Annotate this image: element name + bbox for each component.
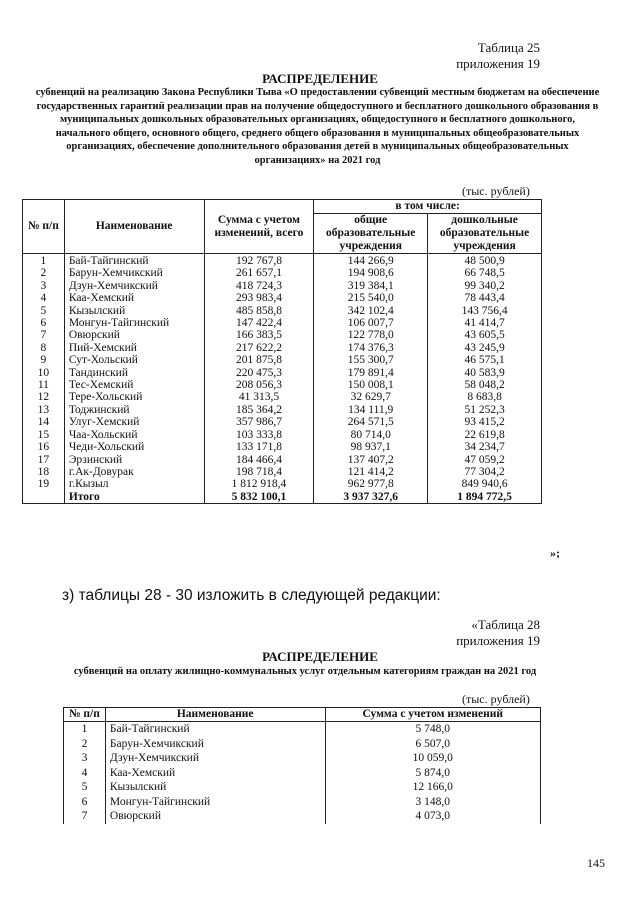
table28-subtitle: субвенций на оплату жилищно-коммунальных услуг отдельным категориям граждан на 2021 год (73, 666, 537, 677)
total-name: Итого (64, 491, 204, 504)
table-row (23, 404, 542, 416)
table-row (23, 329, 542, 341)
total-total: 5 832 100,1 (204, 491, 314, 504)
row-num: 3 (23, 280, 65, 292)
row-preschool: 47 059,2 (428, 454, 542, 466)
table-row (64, 766, 541, 781)
row-total: 1 812 918,4 (204, 478, 314, 490)
table-row (64, 722, 541, 737)
row-name: Барун-Хемчикский (64, 267, 204, 279)
row-total: 357 986,7 (204, 416, 314, 428)
row-sum: 5 748,0 (325, 722, 541, 737)
table-row (23, 280, 542, 292)
row-preschool: 849 940,6 (428, 478, 542, 490)
row-name: Монгун-Тайгинский (64, 317, 204, 329)
row-num: 1 (23, 254, 65, 268)
table-row (23, 354, 542, 366)
row-preschool: 40 583,9 (428, 367, 542, 379)
row-name: Тес-Хемский (64, 379, 204, 391)
row-name: Дзун-Хемчикский (64, 280, 204, 292)
row-total: 217 622,2 (204, 342, 314, 354)
table25-label: Таблица 25 (477, 40, 540, 55)
row-name: Бай-Тайгинский (105, 722, 325, 737)
total-row (23, 491, 542, 504)
row-sum: 5 874,0 (325, 766, 541, 781)
row-general: 319 384,1 (314, 280, 428, 292)
row-name: Эрзинский (64, 454, 204, 466)
row-name: Монгун-Тайгинский (105, 795, 325, 810)
row-num: 15 (23, 429, 65, 441)
row-num: 9 (23, 354, 65, 366)
header-total: Сумма с учетом изменений, всего (204, 200, 314, 254)
row-name: Пий-Хемский (64, 342, 204, 354)
row-general: 121 414,2 (314, 466, 428, 478)
header-num: № п/п (23, 200, 65, 254)
table28 (63, 707, 541, 824)
row-num: 6 (23, 317, 65, 329)
row-general: 179 891,4 (314, 367, 428, 379)
table-row (23, 342, 542, 354)
table-row (23, 305, 542, 317)
header-including: в том числе: (314, 200, 542, 214)
row-general: 32 629,7 (314, 391, 428, 403)
table28-title: РАСПРЕДЕЛЕНИЕ (262, 649, 378, 664)
row-general: 215 540,0 (314, 292, 428, 304)
row-total: 418 724,3 (204, 280, 314, 292)
row-num: 7 (64, 809, 106, 824)
row-total: 166 383,5 (204, 329, 314, 341)
row-total: 261 657,1 (204, 267, 314, 279)
row-total: 208 056,3 (204, 379, 314, 391)
row-num: 18 (23, 466, 65, 478)
row-name: Улуг-Хемский (64, 416, 204, 428)
row-num: 10 (23, 367, 65, 379)
row-num: 8 (23, 342, 65, 354)
row-sum: 4 073,0 (325, 809, 541, 824)
row-general: 80 714,0 (314, 429, 428, 441)
row-num: 2 (23, 267, 65, 279)
row-total: 198 718,4 (204, 466, 314, 478)
table-row (23, 478, 542, 490)
table25-appendix: приложения 19 (456, 56, 540, 71)
row-total: 41 313,5 (204, 391, 314, 403)
row-sum: 3 148,0 (325, 795, 541, 810)
row-name: Овюрский (64, 329, 204, 341)
t28-header-num: № п/п (64, 708, 106, 722)
row-preschool: 43 245,9 (428, 342, 542, 354)
row-num: 2 (64, 737, 106, 752)
row-total: 293 983,4 (204, 292, 314, 304)
total-num-blank (23, 491, 65, 504)
row-num: 3 (64, 751, 106, 766)
row-name: Кызылский (105, 780, 325, 795)
row-name: Чаа-Хольский (64, 429, 204, 441)
row-total: 147 422,4 (204, 317, 314, 329)
instruction-text: з) таблицы 28 - 30 изложить в следующей редакции: (62, 587, 441, 604)
row-preschool: 41 414,7 (428, 317, 542, 329)
row-general: 98 937,1 (314, 441, 428, 453)
row-preschool: 99 340,2 (428, 280, 542, 292)
row-preschool: 48 500,9 (428, 254, 542, 268)
row-general: 155 300,7 (314, 354, 428, 366)
table-row (23, 367, 542, 379)
row-general: 342 102,4 (314, 305, 428, 317)
row-general: 174 376,3 (314, 342, 428, 354)
row-sum: 10 059,0 (325, 751, 541, 766)
t28-header-sum: Сумма с учетом изменений (325, 708, 541, 722)
table-row (23, 292, 542, 304)
row-name: Каа-Хемский (64, 292, 204, 304)
row-num: 11 (23, 379, 65, 391)
row-general: 194 908,6 (314, 267, 428, 279)
row-general: 264 571,5 (314, 416, 428, 428)
row-total: 220 475,3 (204, 367, 314, 379)
row-total: 485 858,8 (204, 305, 314, 317)
table-row (23, 254, 542, 268)
row-num: 4 (23, 292, 65, 304)
header-general: общие образовательные учреждения (314, 214, 428, 254)
row-preschool: 58 048,2 (428, 379, 542, 391)
page-number: 145 (587, 856, 605, 870)
row-num: 1 (64, 722, 106, 737)
row-num: 12 (23, 391, 65, 403)
table25-units: (тыс. рублей) (462, 184, 530, 198)
row-name: Дзун-Хемчикский (105, 751, 325, 766)
row-preschool: 22 619,8 (428, 429, 542, 441)
table-row (23, 466, 542, 478)
table-row (23, 454, 542, 466)
table-row (23, 317, 542, 329)
total-preschool: 1 894 772,5 (428, 491, 542, 504)
table-row (64, 809, 541, 824)
table25-subtitle: субвенций на реализацию Закона Республики Тыва «О предоставлении субвенций местным бюджетам на обеспечение государственных гарантий реализации прав на получение общедоступного и бесплатного дошкольного образования в муниципальных дошкольных образовательных организациях, общедоступного и бесплатного дошкольного, начального общего, основного общего, среднего общего образования в муниципальных общеобразовательных организациях, обеспечение дополнительного образования детей в муниципальных общеобразовательных организациях» на 2021 год (35, 87, 600, 166)
row-name: Каа-Хемский (105, 766, 325, 781)
table-row (23, 416, 542, 428)
row-preschool: 78 443,4 (428, 292, 542, 304)
row-name: Бай-Тайгинский (64, 254, 204, 268)
row-preschool: 51 252,3 (428, 404, 542, 416)
row-num: 13 (23, 404, 65, 416)
row-general: 106 007,7 (314, 317, 428, 329)
row-name: Тандинский (64, 367, 204, 379)
row-general: 150 008,1 (314, 379, 428, 391)
table28-label: «Таблица 28 (471, 617, 540, 632)
row-preschool: 46 575,1 (428, 354, 542, 366)
row-sum: 12 166,0 (325, 780, 541, 795)
row-name: г.Кызыл (64, 478, 204, 490)
row-general: 144 266,9 (314, 254, 428, 268)
row-name: Тоджинский (64, 404, 204, 416)
table-row (23, 441, 542, 453)
t28-header-name: Наименование (105, 708, 325, 722)
row-num: 5 (64, 780, 106, 795)
table25-title: РАСПРЕДЕЛЕНИЕ (262, 71, 378, 86)
table-row (64, 737, 541, 752)
row-name: Барун-Хемчикский (105, 737, 325, 752)
row-name: г.Ак-Довурак (64, 466, 204, 478)
row-total: 184 466,4 (204, 454, 314, 466)
header-name: Наименование (64, 200, 204, 254)
row-preschool: 143 756,4 (428, 305, 542, 317)
row-name: Сут-Хольский (64, 354, 204, 366)
table-row (23, 379, 542, 391)
row-num: 7 (23, 329, 65, 341)
row-preschool: 34 234,7 (428, 441, 542, 453)
row-preschool: 43 605,5 (428, 329, 542, 341)
row-total: 201 875,8 (204, 354, 314, 366)
total-general: 3 937 327,6 (314, 491, 428, 504)
row-num: 6 (64, 795, 106, 810)
row-preschool: 77 304,2 (428, 466, 542, 478)
row-num: 14 (23, 416, 65, 428)
table-row (23, 267, 542, 279)
row-num: 16 (23, 441, 65, 453)
row-name: Овюрский (105, 809, 325, 824)
row-total: 185 364,2 (204, 404, 314, 416)
row-general: 962 977,8 (314, 478, 428, 490)
table25 (22, 199, 542, 504)
row-num: 4 (64, 766, 106, 781)
row-name: Кызылский (64, 305, 204, 317)
table-row (64, 780, 541, 795)
row-preschool: 8 683,8 (428, 391, 542, 403)
row-general: 137 407,2 (314, 454, 428, 466)
row-total: 192 767,8 (204, 254, 314, 268)
row-general: 122 778,0 (314, 329, 428, 341)
row-num: 19 (23, 478, 65, 490)
table-row (23, 429, 542, 441)
table-row (23, 391, 542, 403)
table-row (64, 751, 541, 766)
header-preschool: дошкольные образовательные учреждения (428, 214, 542, 254)
row-general: 134 111,9 (314, 404, 428, 416)
row-name: Чеди-Хольский (64, 441, 204, 453)
row-num: 17 (23, 454, 65, 466)
table25-tail: »; (550, 546, 560, 560)
row-sum: 6 507,0 (325, 737, 541, 752)
table-row (64, 795, 541, 810)
table28-appendix: приложения 19 (456, 633, 540, 648)
row-name: Тере-Хольский (64, 391, 204, 403)
row-num: 5 (23, 305, 65, 317)
table28-units: (тыс. рублей) (462, 692, 530, 706)
row-total: 133 171,8 (204, 441, 314, 453)
row-preschool: 66 748,5 (428, 267, 542, 279)
row-total: 103 333,8 (204, 429, 314, 441)
row-preschool: 93 415,2 (428, 416, 542, 428)
